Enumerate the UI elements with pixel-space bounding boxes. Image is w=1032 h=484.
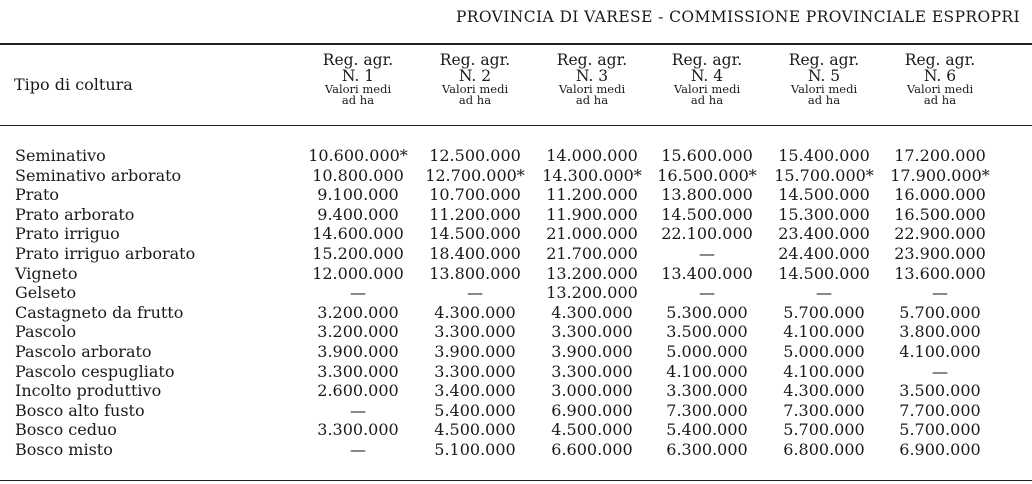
table-row bbox=[0, 224, 1032, 244]
cell-value: 7.700.000 bbox=[899, 400, 981, 420]
table-row bbox=[0, 146, 1032, 166]
cell-value: 24.400.000 bbox=[778, 243, 870, 263]
table-row bbox=[0, 362, 1032, 382]
cell-value: 14.500.000 bbox=[429, 224, 521, 244]
cell-value: — bbox=[699, 243, 715, 263]
header-rule bbox=[0, 125, 1032, 126]
cell-value: 10.600.000* bbox=[308, 146, 408, 165]
table-row bbox=[0, 303, 1032, 323]
cell-value: — bbox=[816, 283, 832, 303]
cell-value: 4.100.000 bbox=[899, 341, 981, 361]
cell-value: 4.300.000 bbox=[783, 381, 865, 401]
column-header-region-1: Reg. agr. N. 1 Valori medi ad ha bbox=[322, 51, 394, 107]
column-header-region-4: Reg. agr. N. 4 Valori medi ad ha bbox=[671, 51, 743, 107]
cell-value: 3.300.000 bbox=[551, 361, 633, 381]
cell-value: 3.800.000 bbox=[899, 322, 981, 342]
cell-value: 14.500.000 bbox=[778, 263, 870, 283]
cell-value: 17.200.000 bbox=[894, 146, 986, 165]
cell-value: 15.300.000 bbox=[778, 204, 870, 224]
table-row bbox=[0, 244, 1032, 264]
row-label: Pascolo arborato bbox=[15, 341, 152, 361]
cell-value: 3.300.000 bbox=[434, 361, 516, 381]
cell-value: 22.900.000 bbox=[894, 224, 986, 244]
row-label: Prato irriguo bbox=[15, 224, 120, 244]
cell-value: 21.000.000 bbox=[546, 224, 638, 244]
cell-value: 3.300.000 bbox=[551, 322, 633, 342]
cell-value: 6.800.000 bbox=[783, 439, 865, 459]
cell-value: 21.700.000 bbox=[546, 243, 638, 263]
page-header-title: PROVINCIA DI VARESE - COMMISSIONE PROVINCIALE ESPROPRI bbox=[455, 8, 1020, 26]
cell-value: 5.400.000 bbox=[434, 400, 516, 420]
cell-value: 4.100.000 bbox=[666, 361, 748, 381]
cell-value: 10.800.000 bbox=[312, 165, 404, 185]
row-label: Seminativo arborato bbox=[15, 165, 182, 185]
row-label: Bosco alto fusto bbox=[15, 400, 145, 420]
cell-value: 3.300.000 bbox=[317, 420, 399, 440]
cell-value: 14.000.000 bbox=[546, 146, 638, 165]
cell-value: 14.500.000 bbox=[661, 204, 753, 224]
cell-value: 4.100.000 bbox=[783, 322, 865, 342]
cell-value: 6.300.000 bbox=[666, 439, 748, 459]
cell-value: 13.400.000 bbox=[661, 263, 753, 283]
cell-value: 11.900.000 bbox=[546, 204, 638, 224]
cell-value: 14.500.000 bbox=[778, 185, 870, 205]
cell-value: — bbox=[932, 361, 948, 381]
cell-value: — bbox=[467, 283, 483, 303]
row-label: Vigneto bbox=[15, 263, 78, 283]
cell-value: 3.400.000 bbox=[434, 381, 516, 401]
cell-value: 5.000.000 bbox=[783, 341, 865, 361]
cell-value: 3.000.000 bbox=[551, 381, 633, 401]
top-rule bbox=[0, 43, 1032, 45]
cell-value: 3.900.000 bbox=[434, 341, 516, 361]
cell-value: 14.300.000* bbox=[542, 165, 642, 185]
row-label: Pascolo cespugliato bbox=[15, 361, 175, 381]
cell-value: 16.000.000 bbox=[894, 185, 986, 205]
cell-value: 7.300.000 bbox=[666, 400, 748, 420]
cell-value: 16.500.000 bbox=[894, 204, 986, 224]
cell-value: — bbox=[932, 283, 948, 303]
cell-value: 15.200.000 bbox=[312, 243, 404, 263]
cell-value: 6.900.000 bbox=[551, 400, 633, 420]
cell-value: 5.300.000 bbox=[666, 302, 748, 322]
column-header-region-5: Reg. agr. N. 5 Valori medi ad ha bbox=[788, 51, 860, 107]
cell-value: 4.300.000 bbox=[551, 302, 633, 322]
row-label: Pascolo bbox=[15, 322, 77, 342]
cell-value: 22.100.000 bbox=[661, 224, 753, 244]
table-body bbox=[0, 146, 1032, 460]
cell-value: 5.700.000 bbox=[899, 302, 981, 322]
row-label: Prato bbox=[15, 185, 60, 205]
cell-value: 4.500.000 bbox=[551, 420, 633, 440]
cell-value: 15.400.000 bbox=[778, 146, 870, 165]
cell-value: 13.800.000 bbox=[429, 263, 521, 283]
cell-value: 5.700.000 bbox=[783, 420, 865, 440]
cell-value: 13.200.000 bbox=[546, 263, 638, 283]
row-label: Prato irriguo arborato bbox=[15, 243, 196, 263]
cell-value: 5.400.000 bbox=[666, 420, 748, 440]
cell-value: 9.100.000 bbox=[317, 185, 399, 205]
table-row bbox=[0, 205, 1032, 225]
row-label: Incolto produttivo bbox=[15, 381, 162, 401]
cell-value: 13.800.000 bbox=[661, 185, 753, 205]
table-row bbox=[0, 401, 1032, 421]
crop-type-column-header: Tipo di coltura bbox=[14, 75, 133, 94]
cell-value: 4.500.000 bbox=[434, 420, 516, 440]
cell-value: 7.300.000 bbox=[783, 400, 865, 420]
table-row bbox=[0, 283, 1032, 303]
cell-value: 3.300.000 bbox=[666, 381, 748, 401]
table-row bbox=[0, 342, 1032, 362]
column-header-region-3: Reg. agr. N. 3 Valori medi ad ha bbox=[556, 51, 628, 107]
cell-value: 13.600.000 bbox=[894, 263, 986, 283]
bottom-rule bbox=[0, 480, 1032, 481]
cell-value: 14.600.000 bbox=[312, 224, 404, 244]
cell-value: 3.300.000 bbox=[317, 361, 399, 381]
cell-value: 5.700.000 bbox=[783, 302, 865, 322]
cell-value: 5.700.000 bbox=[899, 420, 981, 440]
table-row bbox=[0, 420, 1032, 440]
row-label: Bosco misto bbox=[15, 439, 113, 459]
table-row bbox=[0, 264, 1032, 284]
cell-value: 9.400.000 bbox=[317, 204, 399, 224]
cell-value: 11.200.000 bbox=[429, 204, 521, 224]
cell-value: 23.400.000 bbox=[778, 224, 870, 244]
cell-value: 15.700.000* bbox=[774, 165, 874, 185]
cell-value: 4.300.000 bbox=[434, 302, 516, 322]
cell-value: 13.200.000 bbox=[546, 283, 638, 303]
cell-value: 12.700.000* bbox=[425, 165, 525, 185]
table-row bbox=[0, 185, 1032, 205]
row-label: Seminativo bbox=[15, 146, 106, 165]
cell-value: 11.200.000 bbox=[546, 185, 638, 205]
row-label: Castagneto da frutto bbox=[15, 302, 184, 322]
cell-value: — bbox=[350, 283, 366, 303]
cell-value: 15.600.000 bbox=[661, 146, 753, 165]
cell-value: 5.000.000 bbox=[666, 341, 748, 361]
table-row bbox=[0, 381, 1032, 401]
cell-value: 6.900.000 bbox=[899, 439, 981, 459]
column-header-region-2: Reg. agr. N. 2 Valori medi ad ha bbox=[439, 51, 511, 107]
cell-value: 10.700.000 bbox=[429, 185, 521, 205]
cell-value: 3.500.000 bbox=[666, 322, 748, 342]
cell-value: — bbox=[350, 400, 366, 420]
cell-value: 6.600.000 bbox=[551, 439, 633, 459]
row-label: Gelseto bbox=[15, 283, 77, 303]
cell-value: — bbox=[350, 439, 366, 459]
row-label: Bosco ceduo bbox=[15, 420, 117, 440]
table-row bbox=[0, 166, 1032, 186]
cell-value: 3.900.000 bbox=[317, 341, 399, 361]
cell-value: 12.500.000 bbox=[429, 146, 521, 165]
cell-value: 12.000.000 bbox=[312, 263, 404, 283]
cell-value: 18.400.000 bbox=[429, 243, 521, 263]
cell-value: 3.500.000 bbox=[899, 381, 981, 401]
column-header-region-6: Reg. agr. N. 6 Valori medi ad ha bbox=[904, 51, 976, 107]
cell-value: 17.900.000* bbox=[890, 165, 990, 185]
cell-value: 3.200.000 bbox=[317, 302, 399, 322]
cell-value: 5.100.000 bbox=[434, 439, 516, 459]
cell-value: — bbox=[699, 283, 715, 303]
cell-value: 3.900.000 bbox=[551, 341, 633, 361]
cell-value: 3.200.000 bbox=[317, 322, 399, 342]
cell-value: 3.300.000 bbox=[434, 322, 516, 342]
cell-value: 4.100.000 bbox=[783, 361, 865, 381]
cell-value: 2.600.000 bbox=[317, 381, 399, 401]
row-label: Prato arborato bbox=[15, 204, 135, 224]
cell-value: 16.500.000* bbox=[657, 165, 757, 185]
table-row bbox=[0, 322, 1032, 342]
cell-value: 23.900.000 bbox=[894, 243, 986, 263]
table-row bbox=[0, 440, 1032, 460]
